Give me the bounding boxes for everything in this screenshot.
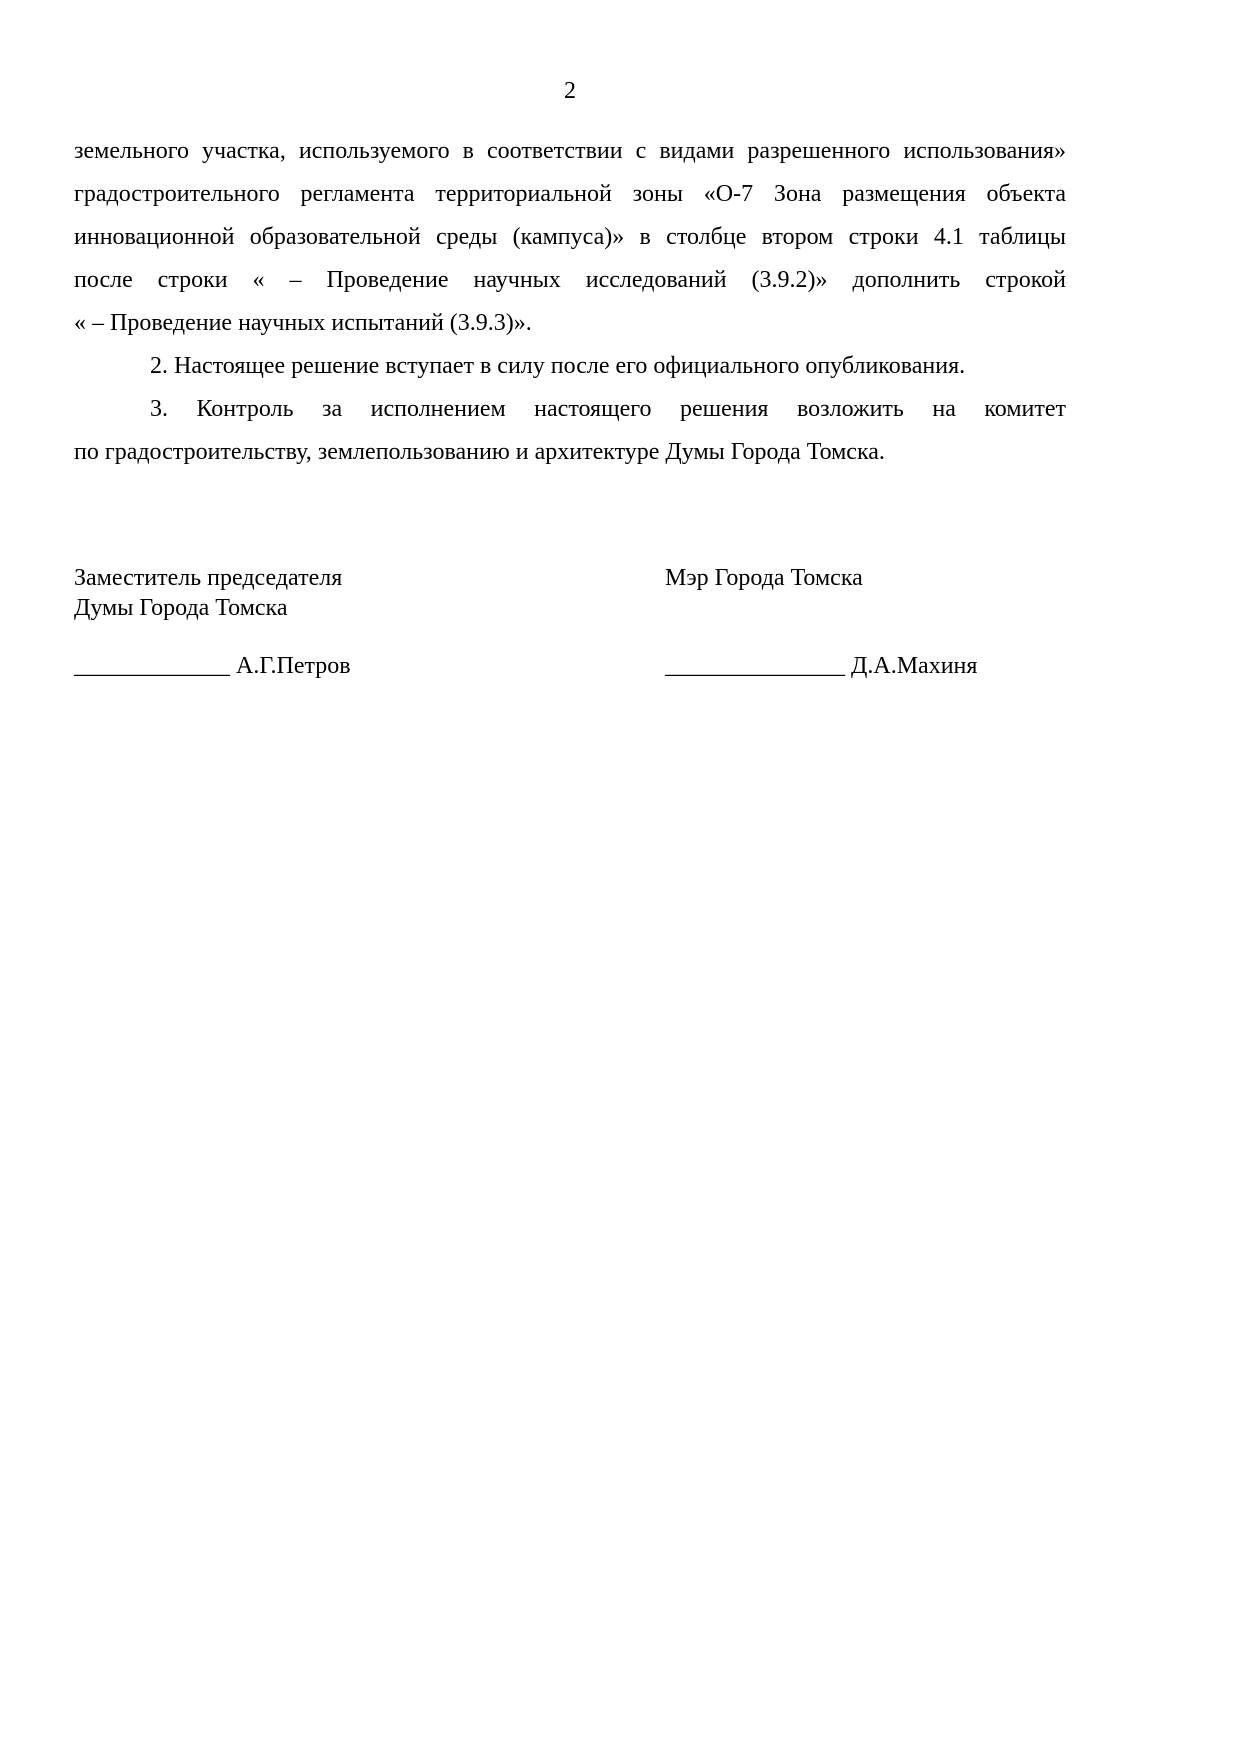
paragraph-3-line: 3. Контроль за исполнением настоящего решения возложить на комитет [150, 396, 1066, 422]
paragraph-1-line: « – Проведение научных испытаний (3.9.3)». [74, 310, 532, 336]
page-number: 2 [564, 78, 576, 104]
signature-line-right: _______________ Д.А.Махиня [665, 653, 978, 679]
signatory-left-role [74, 563, 342, 623]
paragraph-1-line: земельного участка, используемого в соответствии с видами разрешенного использования» [74, 138, 1066, 164]
signature-line-left: _____________ А.Г.Петров [74, 653, 351, 679]
signatory-left-role-line: Заместитель председателя [74, 565, 343, 591]
signatory-right-role [665, 563, 863, 593]
paragraph-3 [74, 388, 1066, 474]
signatory-right-role-line: Мэр Города Томска [665, 565, 863, 591]
document-body [74, 130, 1066, 474]
paragraph-1-line: после строки « – Проведение научных исследований (3.9.2)» дополнить строкой [74, 267, 1066, 293]
paragraph-1 [74, 130, 1066, 345]
signatory-left-role-line: Думы Города Томска [74, 595, 288, 621]
paragraph-2: 2. Настоящее решение вступает в силу после его официального опубликования. [150, 353, 966, 379]
paragraph-1-line: инновационной образовательной среды (кампуса)» в столбце втором строки 4.1 таблицы [74, 224, 1066, 250]
paragraph-1-line: градостроительного регламента территориальной зоны «О-7 Зона размещения объекта [74, 181, 1066, 207]
paragraph-3-line: по градостроительству, землепользованию и архитектуре Думы Города Томска. [74, 439, 885, 465]
